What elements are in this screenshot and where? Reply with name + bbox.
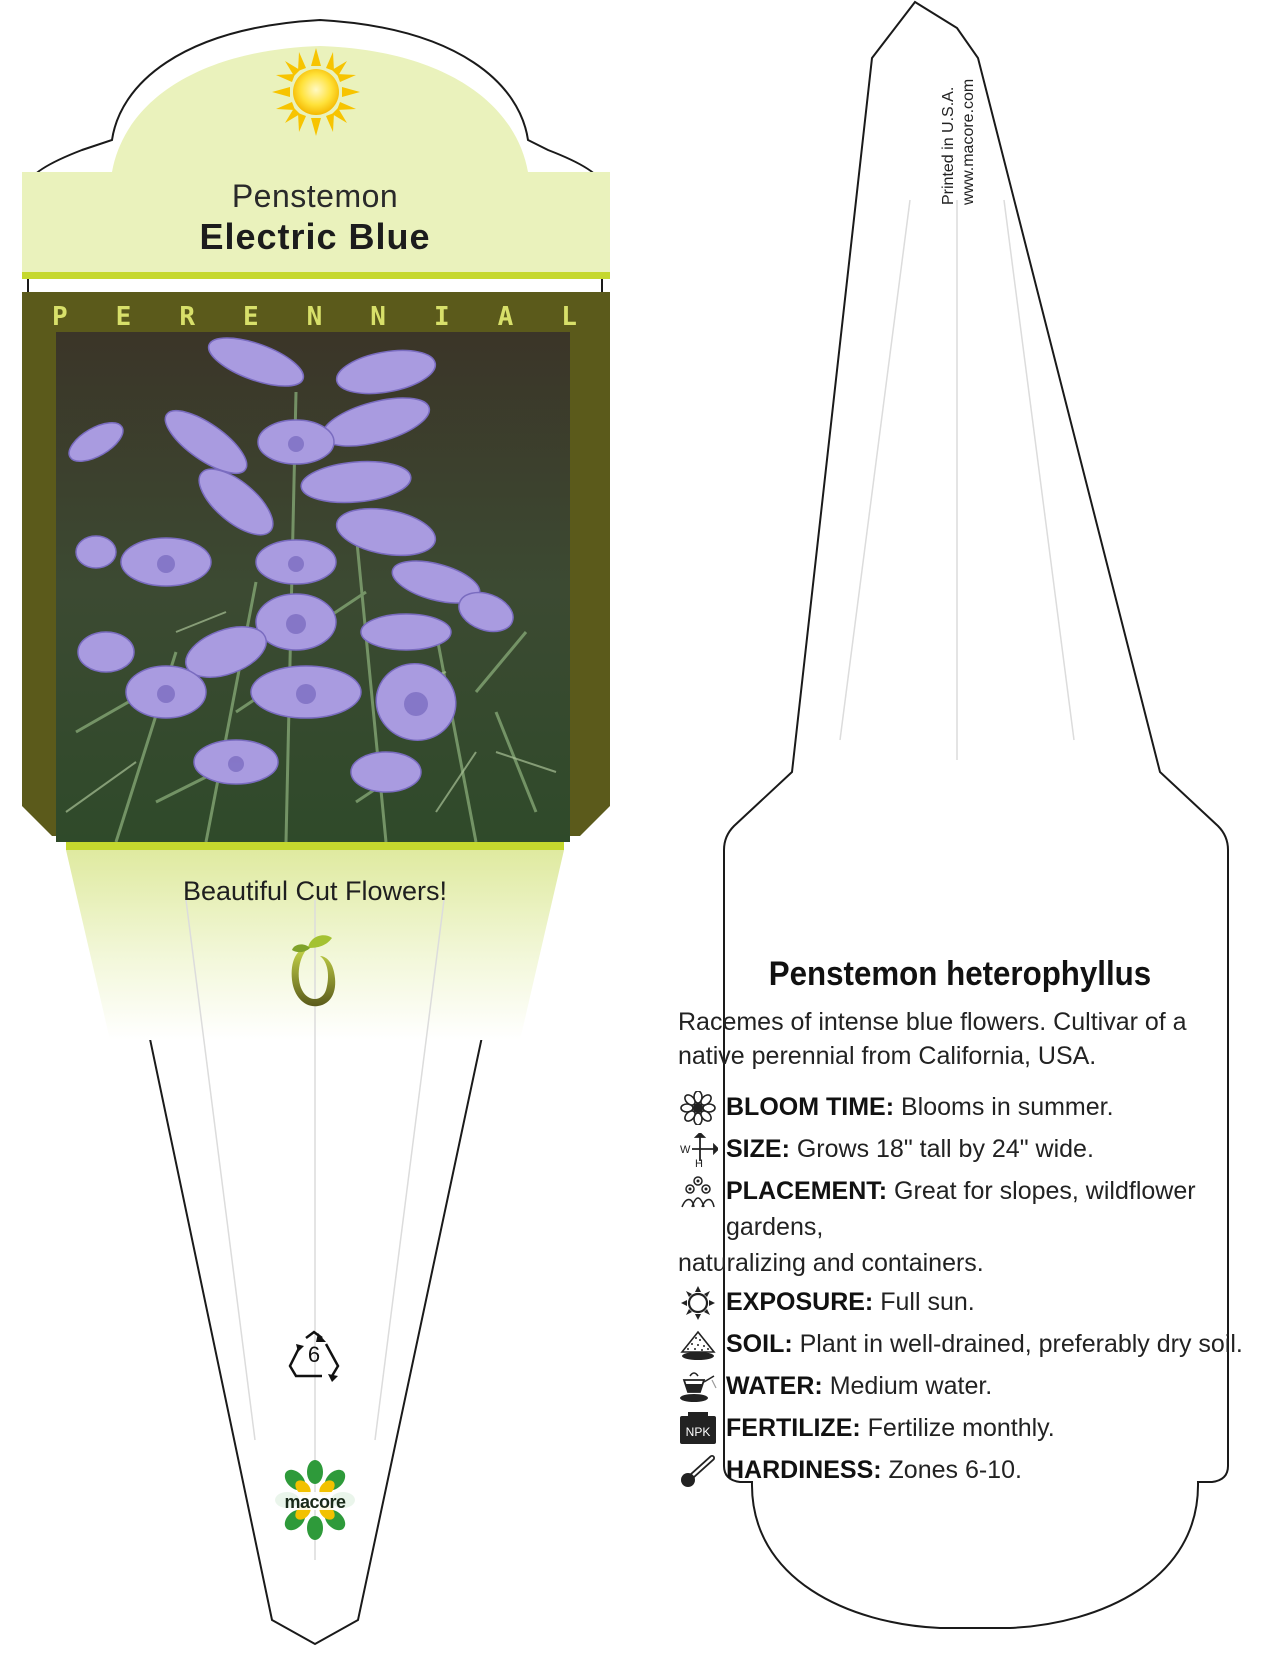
- care-row-soil: [678, 1323, 1248, 1365]
- care-row-hardiness: [678, 1449, 1248, 1491]
- care-label: FERTILIZE:: [726, 1414, 861, 1442]
- care-label: WATER:: [726, 1372, 823, 1400]
- care-row-placement: [678, 1170, 1248, 1281]
- print-info: [940, 40, 1140, 240]
- care-row-size: [678, 1128, 1248, 1170]
- care-text: Great for slopes, wildflower gardens,: [726, 1177, 1196, 1241]
- npk-label: NPK: [685, 1425, 711, 1439]
- category-letter: P: [52, 302, 68, 332]
- thermometer-icon: [678, 1454, 718, 1488]
- brand-name: macore: [284, 1492, 346, 1512]
- care-label: BLOOM TIME:: [726, 1093, 895, 1121]
- category-letter: A: [497, 302, 514, 332]
- plant-description: Racemes of intense blue flowers. Cultivar of a native perennial from California, USA.: [678, 1008, 1187, 1070]
- care-label: PLACEMENT:: [726, 1177, 888, 1205]
- care-label: HARDINESS:: [726, 1456, 882, 1484]
- tagline: Beautiful Cut Flowers!: [182, 876, 448, 906]
- category-letter: L: [561, 302, 577, 332]
- care-label: SIZE:: [726, 1135, 790, 1163]
- care-text: Plant in well-drained, preferably dry soil.: [792, 1330, 1243, 1358]
- sprout-icon: [282, 932, 342, 1012]
- recycle-number: 6: [307, 1342, 321, 1367]
- npk-icon: [678, 1412, 718, 1446]
- size-w-label: W: [680, 1144, 691, 1156]
- category-letter: I: [433, 302, 450, 332]
- category-letter: N: [306, 302, 323, 332]
- care-row-fertilize: [678, 1407, 1248, 1449]
- care-label: SOIL:: [726, 1330, 793, 1358]
- botanical-name: Penstemon heterophyllus: [768, 955, 1152, 993]
- care-text: Full sun.: [873, 1288, 975, 1316]
- size-arrows-icon: [678, 1133, 718, 1167]
- back-tag: [640, 0, 1277, 1654]
- size-h-label: H: [695, 1158, 703, 1167]
- care-text: Medium water.: [822, 1372, 993, 1400]
- plant-genus: Penstemon: [231, 178, 399, 214]
- care-row-bloom-time: [678, 1086, 1248, 1128]
- sun-outline-icon: [678, 1286, 718, 1320]
- flower-icon: [678, 1091, 718, 1125]
- care-text-continued: naturalizing and containers.: [678, 1249, 984, 1277]
- placement-icon: [678, 1175, 718, 1209]
- plant-photo: [56, 332, 570, 842]
- care-text: Fertilize monthly.: [860, 1414, 1055, 1442]
- care-row-water: [678, 1365, 1248, 1407]
- category-label: [22, 297, 607, 337]
- plant-cultivar: Electric Blue: [199, 216, 431, 257]
- category-letter: E: [115, 302, 132, 332]
- website-text: www.macore.com: [960, 78, 977, 205]
- printed-in-text: Printed in U.S.A.: [940, 86, 957, 205]
- category-letter: N: [370, 302, 386, 332]
- category-letter: R: [179, 302, 195, 332]
- care-text: Blooms in summer.: [894, 1093, 1114, 1121]
- watering-can-icon: [678, 1370, 718, 1404]
- care-row-exposure: [678, 1281, 1248, 1323]
- soil-icon: [678, 1328, 718, 1362]
- care-instructions: [678, 1086, 1248, 1491]
- care-text: Grows 18" tall by 24" wide.: [789, 1135, 1094, 1163]
- care-text: Zones 6-10.: [881, 1456, 1022, 1484]
- care-label: EXPOSURE:: [726, 1288, 874, 1316]
- category-letter: E: [242, 302, 259, 332]
- sun-icon: [272, 48, 360, 136]
